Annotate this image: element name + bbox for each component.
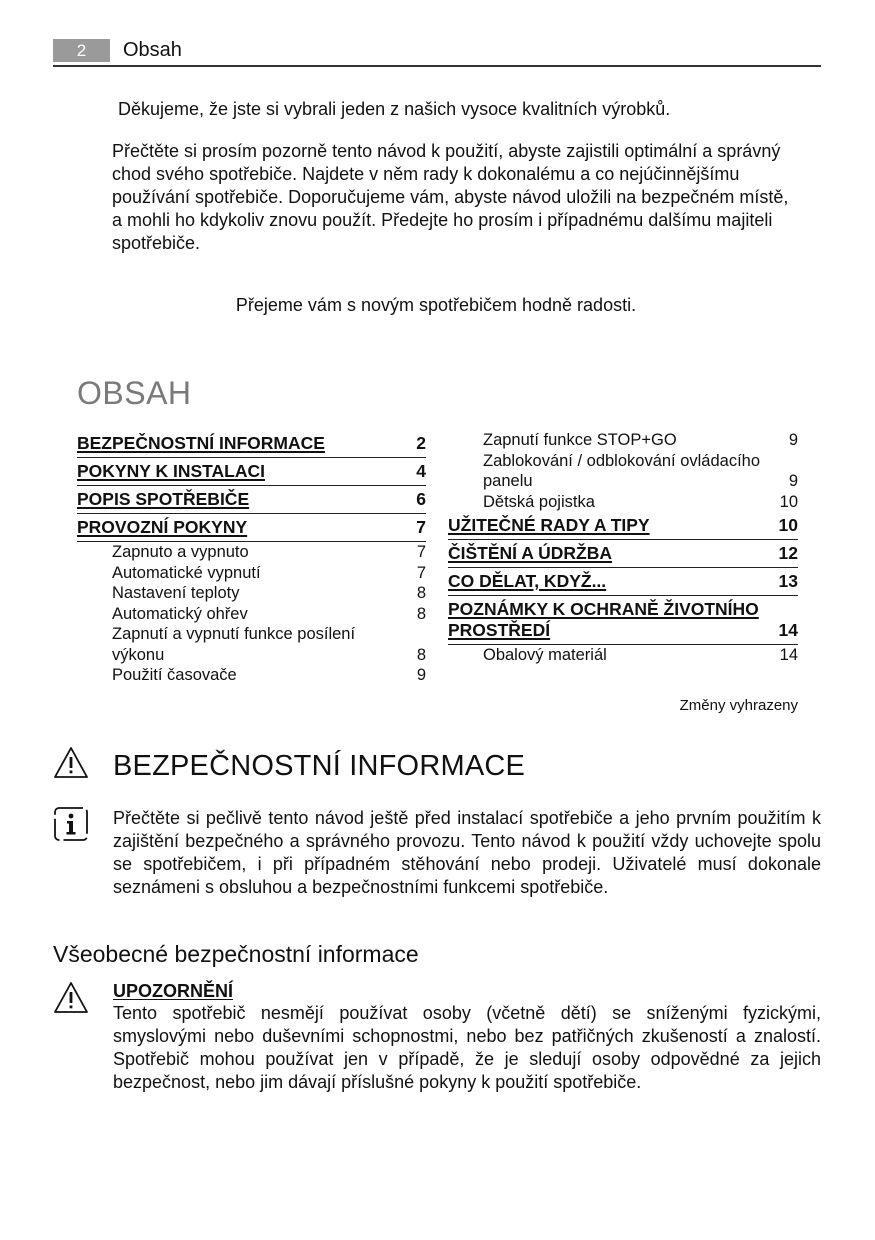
- toc-left-column: [77, 430, 426, 686]
- toc-subentry[interactable]: [77, 583, 426, 604]
- toc-entry-label: Zapnutí funkce STOP+GO: [483, 431, 677, 449]
- toc-entry-label: Nastavení teploty: [112, 584, 240, 602]
- toc-entry-label: Automatické vypnutí: [112, 563, 261, 582]
- toc-entry-label: POZNÁMKY K OCHRANĚ ŽIVOTNÍHO PROSTŘEDÍ: [448, 599, 759, 640]
- section-title: BEZPEČNOSTNÍ INFORMACE: [113, 750, 526, 782]
- toc-entry[interactable]: [77, 514, 426, 542]
- toc-entry-label: Použití časovače: [112, 666, 237, 684]
- toc-subentry[interactable]: [77, 563, 426, 584]
- intro-wish: Přejeme vám s novým spotřebičem hodně radosti.: [235, 295, 637, 315]
- toc-entry-page: 8: [416, 604, 426, 623]
- toc-right-column: [448, 430, 798, 666]
- warning-title: UPOZORNĚNÍ: [113, 981, 234, 1001]
- toc-entry-page: 7: [416, 517, 426, 537]
- toc-subentry[interactable]: [77, 624, 426, 665]
- intro-paragraph: Přečtěte si prosím pozorně tento návod k použití, abyste zajistili optimální a správný chod svého spotřebiče. Najdete v něm rady k dokonalému a co nejúčinnějšímu používání spotřebiče. Doporučujeme vám, abyste návod uložili na bezpečném místě, a mohli ho kdykoliv znovu použít. Předejte ho prosím i případnému dalšímu majiteli spotřebiče.: [112, 141, 789, 253]
- toc-entry-page: 4: [416, 461, 426, 481]
- toc-entry-label: POPIS SPOTŘEBIČE: [77, 489, 250, 509]
- toc-entry-label: CO DĚLAT, KDYŽ...: [448, 571, 607, 591]
- toc-entry-label: Dětská pojistka: [483, 492, 595, 511]
- toc-entry-page: 2: [416, 433, 426, 453]
- toc-subentry[interactable]: [448, 492, 798, 513]
- toc-entry[interactable]: [448, 512, 798, 540]
- toc-entry[interactable]: [77, 430, 426, 458]
- toc-subentry[interactable]: [448, 451, 798, 492]
- toc-entry-page: 9: [416, 666, 426, 684]
- toc-entry-page: 10: [778, 515, 798, 535]
- toc-entry-page: 8: [416, 645, 426, 664]
- warning-triangle-icon: [53, 746, 89, 780]
- toc-entry-label: POKYNY K INSTALACI: [77, 461, 265, 481]
- toc-entry-label: BEZPEČNOSTNÍ INFORMACE: [77, 433, 325, 453]
- info-text: Přečtěte si pečlivě tento návod ještě před instalací spotřebiče a jeho prvním použitím k zajištění bezpečného a správného provozu. Tento návod k použití vždy uchovejte spolu se spotřebičem, i při případném stěhování nebo prodeji. Uživatelé musí dokonale seznámeni s obsluhou a bezpečnostními funkcemi spotřebiče.: [113, 808, 821, 897]
- toc-entry[interactable]: [448, 540, 798, 568]
- toc-entry-label: PROVOZNÍ POKYNY: [77, 517, 248, 537]
- toc-entry-page: 10: [779, 492, 798, 511]
- toc-entry-page: 7: [416, 543, 426, 561]
- general-safety-title: Všeobecné bezpečnostní informace: [53, 941, 419, 967]
- toc-subentry[interactable]: [448, 430, 798, 451]
- toc-entry-label: Obalový materiál: [483, 646, 607, 664]
- page-number: 2: [53, 39, 110, 62]
- intro-thanks: Děkujeme, že jste si vybrali jeden z našich vysoce kvalitních výrobků.: [118, 99, 671, 119]
- toc-entry[interactable]: [448, 596, 798, 645]
- toc-entry-label: Zapnuto a vypnuto: [112, 543, 249, 561]
- changes-note: Změny vyhrazeny: [679, 697, 798, 714]
- toc-entry-page: 7: [416, 563, 426, 582]
- page-header: [53, 37, 821, 67]
- toc-entry-page: 6: [416, 489, 426, 509]
- toc-entry-label: Zapnutí a vypnutí funkce posílení výkonu: [112, 625, 356, 664]
- toc-entry-page: 8: [416, 584, 426, 602]
- toc-entry-label: Zablokování / odblokování ovládacího panelu: [483, 451, 761, 490]
- toc-entry-page: 14: [779, 646, 798, 664]
- toc-entry-label: UŽITEČNÉ RADY A TIPY: [448, 515, 650, 535]
- toc-entry[interactable]: [77, 486, 426, 514]
- toc-subentry[interactable]: [77, 542, 426, 563]
- toc-entry-page: 13: [778, 571, 798, 591]
- toc-entry-page: 9: [788, 472, 798, 490]
- toc-subentry[interactable]: [77, 665, 426, 686]
- toc-subentry[interactable]: [77, 604, 426, 625]
- header-title: Obsah: [123, 39, 182, 61]
- warning-text: Tento spotřebič nesmějí používat osoby (včetně dětí) se sníženými fyzickými, smyslovými nebo duševními schopnostmi, nebo bez patřičných zkušeností a znalostí. Spotřebič mohou používat jen v případě, že je sledují osoby odpovědné za jejich bezpečnost, nebo jim dávají příslušné pokyny k použití spotřebiče.: [113, 1003, 821, 1092]
- toc-title: OBSAH: [77, 375, 192, 411]
- info-icon: [53, 806, 89, 842]
- toc-entry[interactable]: [448, 568, 798, 596]
- warning-triangle-icon: [53, 981, 89, 1015]
- toc-entry-label: ČIŠTĚNÍ A ÚDRŽBA: [448, 543, 612, 563]
- toc-entry-label: Automatický ohřev: [112, 604, 248, 623]
- toc-entry-page: 12: [778, 543, 798, 563]
- toc-entry-page: 9: [788, 431, 798, 449]
- toc-entry[interactable]: [77, 458, 426, 486]
- toc-entry-page: 14: [778, 620, 798, 640]
- toc-subentry[interactable]: [448, 645, 798, 666]
